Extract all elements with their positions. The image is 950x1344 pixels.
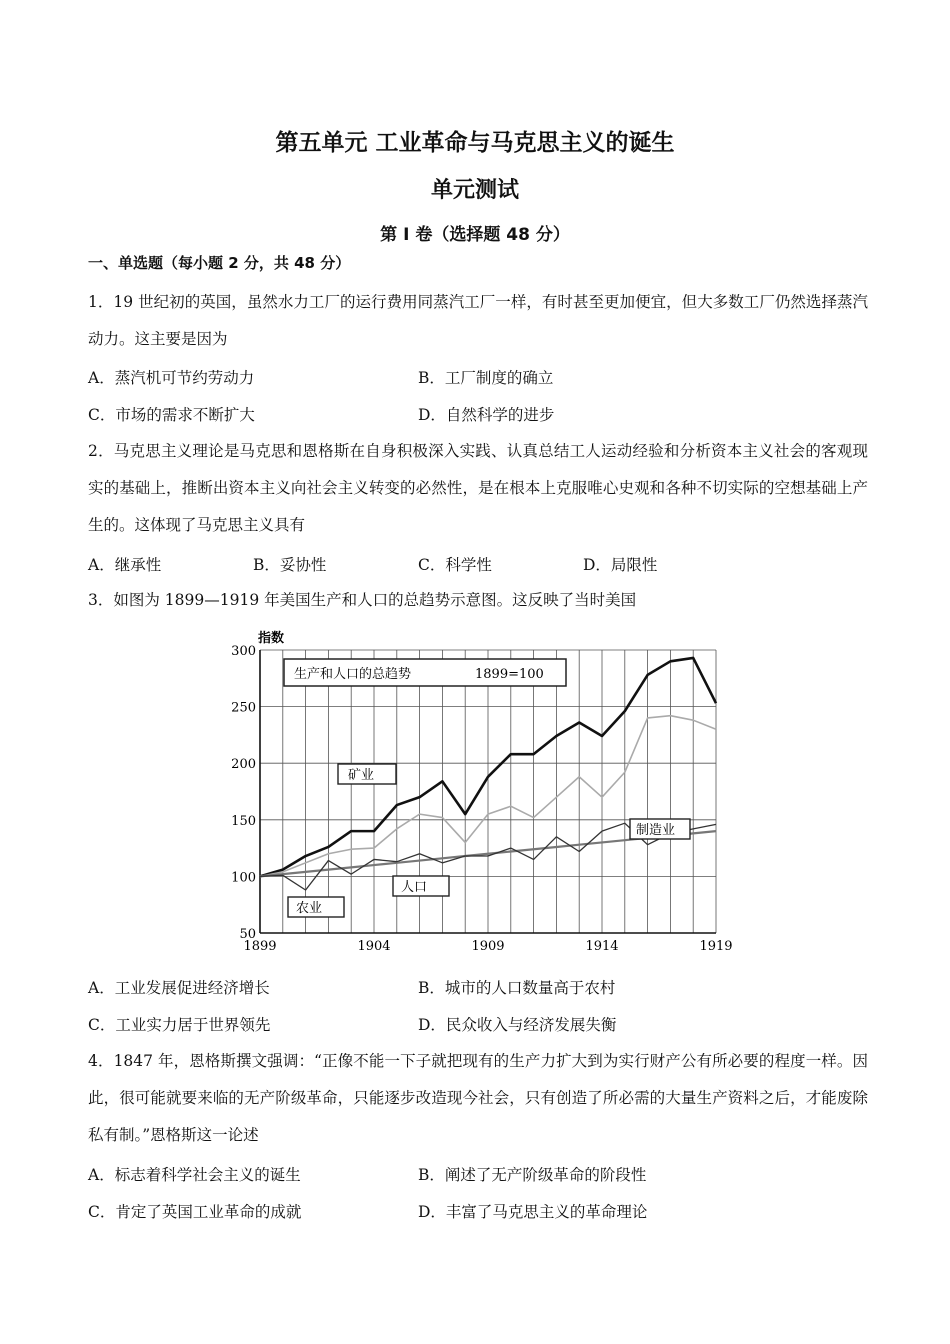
label-mining: 矿业: [348, 768, 375, 783]
label-manufacturing: 制造业: [636, 823, 676, 838]
legend-mining: [338, 764, 396, 784]
question-1-option-a: A．蒸汽机可节约劳动力: [88, 369, 255, 387]
question-1-option-b: B．工厂制度的确立: [418, 369, 554, 387]
y-tick-label: 150: [231, 813, 256, 829]
question-3-option-b: B．城市的人口数量高于农村: [418, 979, 616, 997]
section-heading: 一、单选题（每小题 2 分，共 48 分）: [88, 254, 351, 272]
question-4-option-d: D．丰富了马克思主义的革命理论: [418, 1203, 648, 1221]
question-4-option-b: B．阐述了无产阶级革命的阶段性: [418, 1166, 647, 1184]
question-2-option-b: B．妥协性: [253, 556, 327, 574]
legend-manufacturing: [630, 819, 690, 839]
y-tick-label: 200: [231, 757, 256, 773]
question-4-stem: 4．1847 年，恩格斯撰文强调：“正像不能一下子就把现有的生产力扩大到为实行财产公有所必要的程度一样。因此，很可能就要来临的无产阶级革命，只能逐步改造现今社会，只有创造了所必需的大量生产资料之后，才能废除私有制。”恩格斯这一论述: [88, 1052, 868, 1144]
chart-base-note: 1899=100: [475, 667, 544, 682]
question-1-option-c: C．市场的需求不断扩大: [88, 406, 255, 424]
x-tick-label: 1919: [699, 939, 733, 954]
part-heading: 第 I 卷（选择题 48 分）: [380, 225, 570, 245]
question-3-option-a: A．工业发展促进经济增长: [88, 979, 270, 997]
page-subtitle: 单元测试: [430, 178, 519, 203]
x-tick-label: 1904: [357, 939, 391, 954]
legend-population: [393, 876, 449, 896]
x-tick-label: 1914: [585, 939, 619, 954]
question-2-stem: 2．马克思主义理论是马克思和恩格斯在自身积极深入实践、认真总结工人运动经验和分析资本主义社会的客观现实的基础上，推断出资本主义向社会主义转变的必然性，是在根本上克服唯心史观和各种不切实际的空想基础上产生的。这体现了马克思主义具有: [88, 442, 868, 534]
question-1-stem: 1．19 世纪初的英国，虽然水力工厂的运行费用同蒸汽工厂一样，有时甚至更加便宜，但大多数工厂仍然选择蒸汽动力。这主要是因为: [88, 293, 868, 348]
question-2-option-c: C．科学性: [418, 556, 492, 574]
x-tick-label: 1909: [471, 939, 505, 954]
question-1-option-d: D．自然科学的进步: [418, 406, 555, 424]
question-4-option-a: A．标志着科学社会主义的诞生: [88, 1166, 301, 1184]
question-4-option-c: C．肯定了英国工业革命的成就: [88, 1203, 302, 1221]
y-tick-label: 250: [231, 700, 256, 716]
question-3-option-d: D．民众收入与经济发展失衡: [418, 1016, 617, 1034]
question-2-option-a: A．继承性: [88, 556, 162, 574]
y-tick-label: 100: [231, 870, 256, 886]
label-population: 人口: [401, 880, 428, 895]
y-tick-label: 300: [231, 644, 256, 659]
page-title: 第五单元 工业革命与马克思主义的诞生: [275, 130, 675, 156]
chart-title: 生产和人口的总趋势: [294, 667, 412, 682]
question-2-option-d: D．局限性: [583, 556, 658, 574]
label-agriculture: 农业: [296, 901, 323, 916]
x-tick-label: 1899: [243, 939, 277, 954]
y-axis-label: 指数: [258, 631, 285, 646]
y-tick-label: 50: [239, 927, 256, 942]
legend-agriculture: [288, 897, 344, 917]
question-3-option-c: C．工业实力居于世界领先: [88, 1016, 271, 1034]
trend-chart: [200, 628, 740, 964]
question-3-stem: 3．如图为 1899—1919 年美国生产和人口的总趋势示意图。这反映了当时美国: [88, 591, 637, 609]
